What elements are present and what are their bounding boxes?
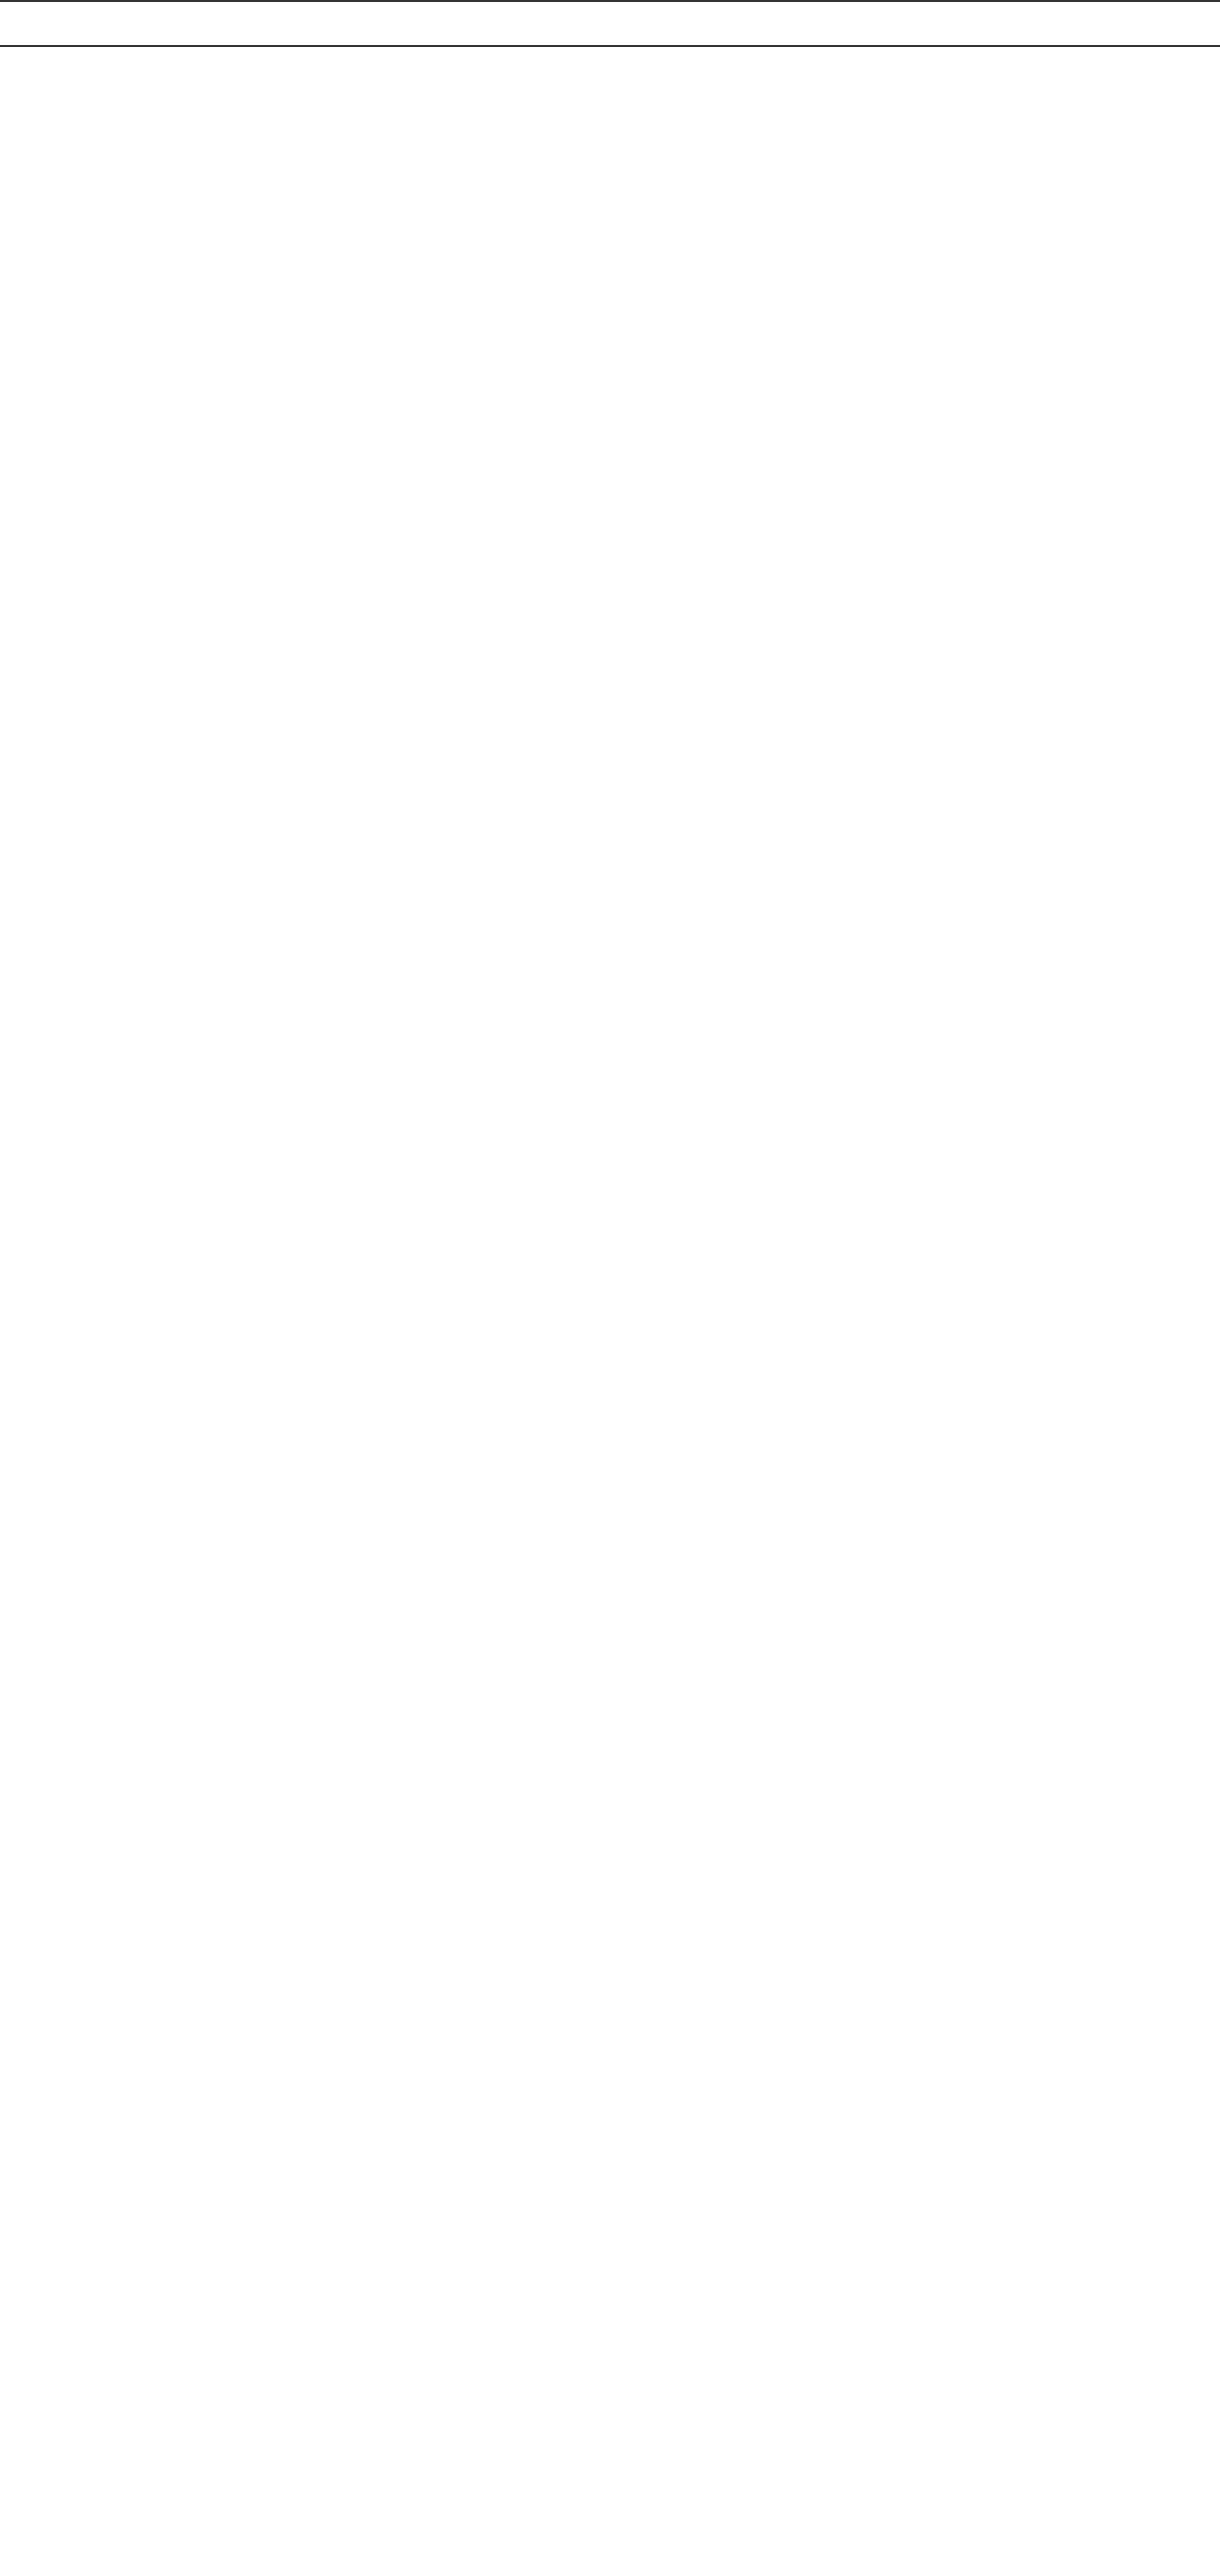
table-bottom-rule <box>0 0 1220 2</box>
table-header <box>0 0 1220 47</box>
